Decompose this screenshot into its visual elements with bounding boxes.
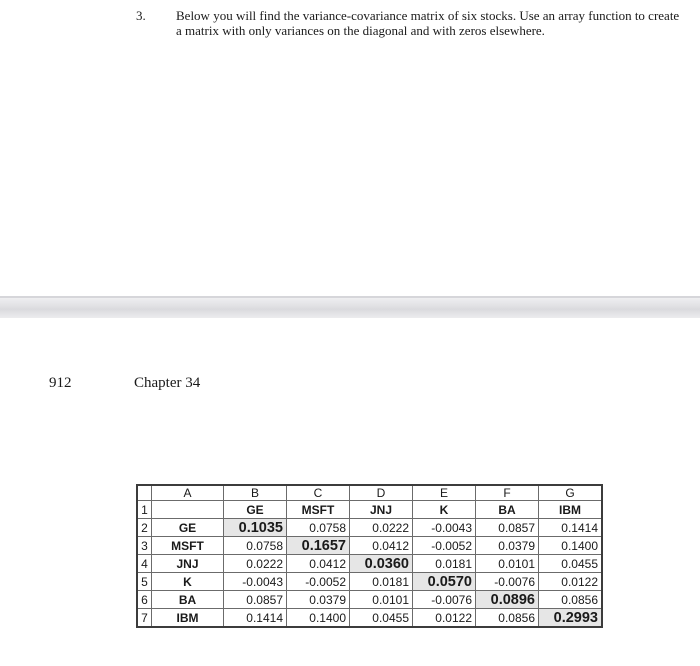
covariance-cell: 0.0856 (539, 591, 603, 609)
covariance-cell: 0.0122 (539, 573, 603, 591)
table-row (137, 537, 602, 555)
row-number: 5 (137, 573, 152, 591)
covariance-cell: 0.0122 (413, 609, 476, 628)
covariance-cell: 0.0857 (476, 519, 539, 537)
covariance-cell: 0.0222 (224, 555, 287, 573)
corner-cell (137, 485, 152, 501)
row-label: K (152, 573, 224, 591)
covariance-cell: -0.0076 (413, 591, 476, 609)
page-number: 912 (49, 375, 72, 391)
variance-cell: 0.2993 (539, 609, 603, 628)
covariance-cell: -0.0052 (287, 573, 350, 591)
covariance-cell: 0.0758 (224, 537, 287, 555)
covariance-cell: 0.0758 (287, 519, 350, 537)
table-row (137, 573, 602, 591)
column-letter-row (137, 485, 602, 501)
covariance-cell: 0.0857 (224, 591, 287, 609)
variance-cell: 0.1035 (224, 519, 287, 537)
question-number: 3. (136, 8, 146, 23)
covariance-cell: 0.0455 (539, 555, 603, 573)
covariance-cell: 0.1400 (287, 609, 350, 628)
header-cell: MSFT (287, 501, 350, 519)
column-letter: E (413, 485, 476, 501)
table-row (137, 519, 602, 537)
covariance-cell: 0.1414 (539, 519, 603, 537)
covariance-cell: 0.1400 (539, 537, 603, 555)
column-letter: F (476, 485, 539, 501)
covariance-cell: 0.0455 (350, 609, 413, 628)
column-letter: B (224, 485, 287, 501)
page-separator (0, 296, 700, 318)
covariance-cell: 0.0412 (350, 537, 413, 555)
variance-cell: 0.0896 (476, 591, 539, 609)
covariance-cell: 0.0379 (287, 591, 350, 609)
row-number: 7 (137, 609, 152, 628)
row-label: MSFT (152, 537, 224, 555)
table-row (137, 555, 602, 573)
covariance-cell: -0.0076 (476, 573, 539, 591)
covariance-cell: 0.0181 (413, 555, 476, 573)
header-cell: K (413, 501, 476, 519)
question-text: Below you will find the variance-covariance matrix of six stocks. Use an array function to create a matrix with only variances on the diagonal and with zeros elsewhere. (176, 8, 680, 38)
header-cell: IBM (539, 501, 603, 519)
header-cell: JNJ (350, 501, 413, 519)
covariance-matrix-table (136, 484, 603, 628)
header-cell: BA (476, 501, 539, 519)
variance-cell: 0.0360 (350, 555, 413, 573)
header-row (137, 501, 602, 519)
covariance-cell: 0.0181 (350, 573, 413, 591)
covariance-cell: 0.0412 (287, 555, 350, 573)
covariance-cell: 0.0856 (476, 609, 539, 628)
covariance-cell: 0.0222 (350, 519, 413, 537)
covariance-cell: 0.1414 (224, 609, 287, 628)
table-row (137, 609, 602, 628)
row-number: 3 (137, 537, 152, 555)
covariance-cell: 0.0379 (476, 537, 539, 555)
row-label: IBM (152, 609, 224, 628)
header-cell: GE (224, 501, 287, 519)
covariance-cell: -0.0043 (413, 519, 476, 537)
covariance-cell: -0.0052 (413, 537, 476, 555)
row-label: JNJ (152, 555, 224, 573)
column-letter: C (287, 485, 350, 501)
variance-cell: 0.1657 (287, 537, 350, 555)
row-number: 4 (137, 555, 152, 573)
table-row (137, 591, 602, 609)
chapter-title: Chapter 34 (134, 375, 201, 391)
header-cell (152, 501, 224, 519)
row-label: BA (152, 591, 224, 609)
covariance-cell: 0.0101 (476, 555, 539, 573)
row-number: 2 (137, 519, 152, 537)
row-label: GE (152, 519, 224, 537)
column-letter: G (539, 485, 603, 501)
covariance-cell: 0.0101 (350, 591, 413, 609)
variance-cell: 0.0570 (413, 573, 476, 591)
row-number: 6 (137, 591, 152, 609)
row-number: 1 (137, 501, 152, 519)
column-letter: A (152, 485, 224, 501)
column-letter: D (350, 485, 413, 501)
covariance-cell: -0.0043 (224, 573, 287, 591)
